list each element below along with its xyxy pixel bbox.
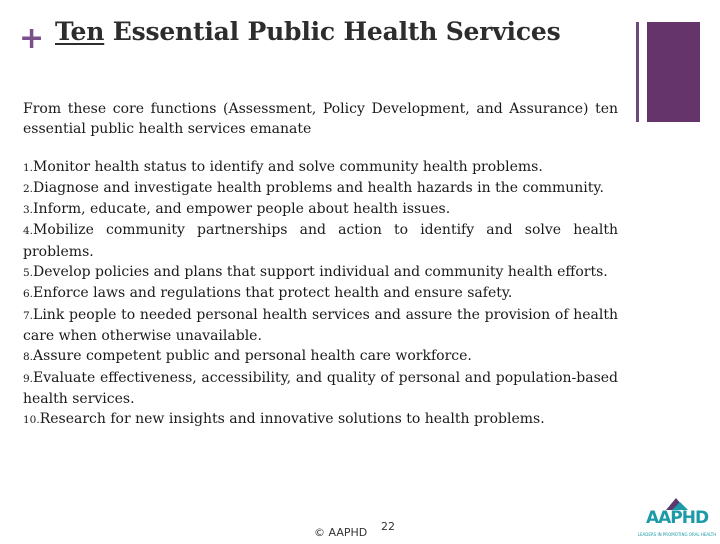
service-text: Evaluate effectiveness, accessibility, and quality of personal and population-based health services. xyxy=(23,369,618,407)
service-item xyxy=(23,262,618,283)
service-number: 2. xyxy=(23,182,34,195)
service-text: Mobilize community partnerships and action to identify and solve health problems. xyxy=(23,222,618,260)
service-text: Link people to needed personal health services and assure the provision of health care when otherwise unavailable. xyxy=(23,306,618,344)
title-rest: Essential Public Health Services xyxy=(112,17,561,46)
service-item xyxy=(23,157,618,178)
service-item xyxy=(23,178,618,199)
service-text: Research for new insights and innovative solutions to health problems. xyxy=(39,411,545,428)
aaphd-logo xyxy=(636,496,718,540)
service-number: 10. xyxy=(23,414,40,427)
service-text: Assure competent public and personal health care workforce. xyxy=(33,348,472,365)
service-number: 6. xyxy=(23,288,34,301)
logo-text: AAPHD xyxy=(645,508,709,528)
plus-bullet-icon: + xyxy=(19,21,45,56)
service-item xyxy=(23,305,618,347)
service-item xyxy=(23,199,618,220)
service-number: 8. xyxy=(23,351,34,364)
service-number: 1. xyxy=(23,161,34,174)
service-item xyxy=(23,220,618,262)
service-number: 5. xyxy=(23,267,34,280)
services-list xyxy=(23,157,618,431)
service-text: Monitor health status to identify and solve community health problems. xyxy=(33,158,543,175)
service-text: Develop policies and plans that support individual and community health efforts. xyxy=(33,264,608,281)
page-number: 22 xyxy=(381,520,395,533)
service-text: Inform, educate, and empower people about health issues. xyxy=(33,201,451,218)
service-text: Diagnose and investigate health problems and health hazards in the community. xyxy=(33,179,604,196)
service-number: 4. xyxy=(23,225,34,238)
decorative-thick-bar xyxy=(647,22,700,122)
service-text: Enforce laws and regulations that protect health and ensure safety. xyxy=(33,285,513,302)
service-number: 9. xyxy=(23,372,34,385)
slide-body xyxy=(23,99,618,430)
decorative-thin-bar xyxy=(636,22,639,122)
intro-paragraph: From these core functions (Assessment, Policy Development, and Assurance) ten essential public health services emanate xyxy=(23,101,618,138)
service-item xyxy=(23,409,618,430)
service-item xyxy=(23,283,618,304)
slide-title xyxy=(55,17,560,46)
service-number: 3. xyxy=(23,204,34,217)
service-item xyxy=(23,368,618,410)
logo-tagline: LEADERS IN PROMOTING ORAL HEALTH xyxy=(637,532,717,537)
footer-copyright: © AAPHD xyxy=(314,526,368,539)
service-number: 7. xyxy=(23,309,34,322)
title-underlined-word: Ten xyxy=(55,17,105,46)
service-item xyxy=(23,346,618,367)
